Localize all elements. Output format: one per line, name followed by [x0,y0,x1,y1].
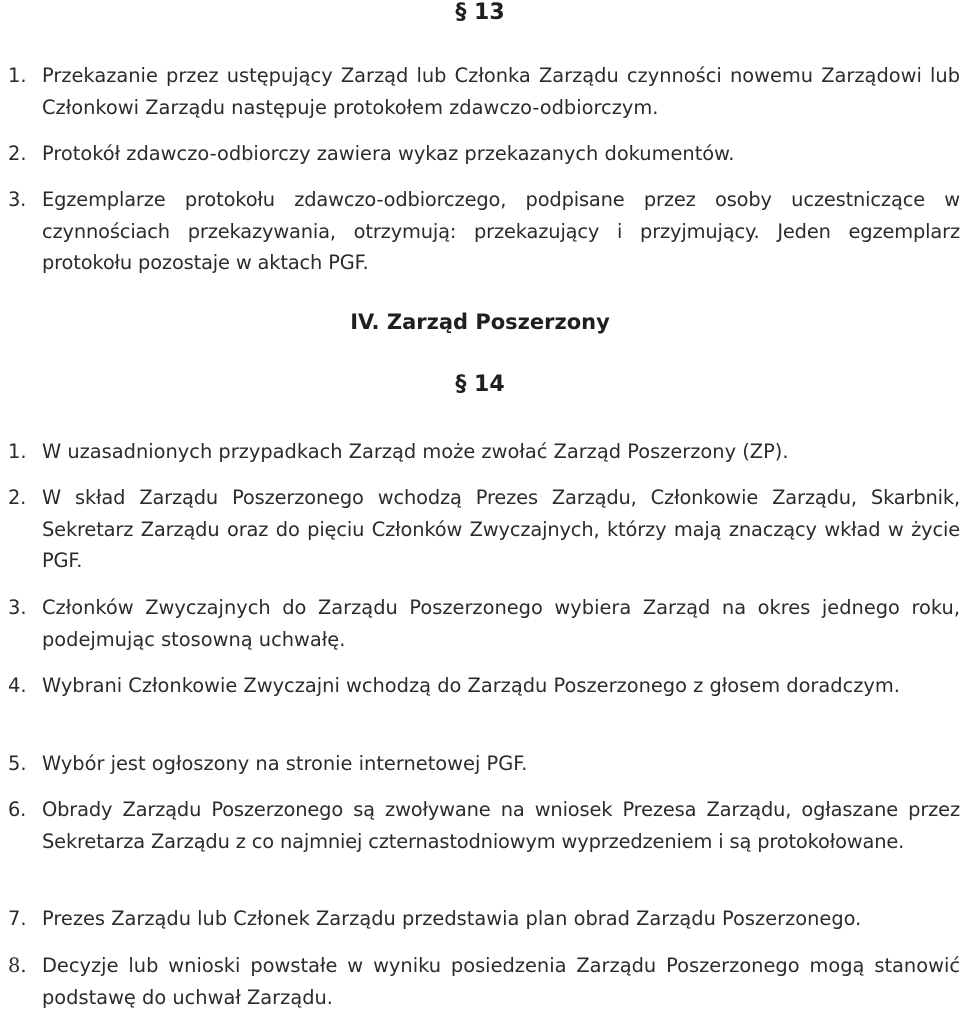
section-14-item-6 [8,794,960,857]
item-number: 5. [8,752,27,775]
item-number: 4. [8,674,27,697]
section-14-item-1 [8,436,960,468]
item-text: Obrady Zarządu Poszerzonego są zwoływane na wniosek Prezesa Zarządu, ogłaszane przez Sekretarza Zarządu z co najmniej czternastodniowym wyprzedzeniem i są protokołowane. [42,798,960,853]
item-text: Prezes Zarządu lub Członek Zarządu przedstawia plan obrad Zarządu Poszerzonego. [42,907,862,930]
item-text: W skład Zarządu Poszerzonego wchodzą Prezes Zarządu, Członkowie Zarządu, Skarbnik, Sekretarz Zarządu oraz do pięciu Członków Zwyczajnych, którzy mają znaczący wkład w życie PGF. [42,486,960,572]
item-text: Wybór jest ogłoszony na stronie internetowej PGF. [42,752,528,775]
section-14-heading: § 14 [455,372,505,397]
item-text: Przekazanie przez ustępujący Zarząd lub Członka Zarządu czynności nowemu Zarządowi lub Członkowi Zarządu następuje protokołem zdawczo-odbiorczym. [42,64,960,119]
item-number: 8. [8,954,27,977]
section-13-item-3 [8,184,960,279]
item-text: Decyzje lub wnioski powstałe w wyniku posiedzenia Zarządu Poszerzonego mogą stanowić podstawę do uchwał Zarządu. [42,954,960,1009]
item-number: 2. [8,142,27,165]
section-14-item-7 [8,903,960,935]
section-14-item-3 [8,592,960,655]
item-text: Wybrani Członkowie Zwyczajni wchodzą do Zarządu Poszerzonego z głosem doradczym. [42,674,900,697]
item-text: Egzemplarze protokołu zdawczo-odbiorczego, podpisane przez osoby uczestniczące w czynnościach przekazywania, otrzymują: przekazujący i przyjmujący. Jeden egzemplarz protokołu pozostaje w aktach PGF. [42,188,960,274]
item-number: 3. [8,596,27,619]
item-text: Protokół zdawczo-odbiorczy zawiera wykaz przekazanych dokumentów. [42,142,735,165]
item-number: 1. [8,64,27,87]
item-number: 2. [8,486,27,509]
section-14-item-2 [8,482,960,577]
item-number: 7. [8,907,27,930]
section-13-item-2 [8,138,960,170]
section-14-item-5 [8,748,960,780]
section-14-item-8 [8,950,960,1013]
item-number: 6. [8,798,27,821]
item-text: W uzasadnionych przypadkach Zarząd może zwołać Zarząd Poszerzony (ZP). [42,440,789,463]
item-text: Członków Zwyczajnych do Zarządu Poszerzonego wybiera Zarząd na okres jednego roku, podejmując stosowną uchwałę. [42,596,960,651]
section-13-heading: § 13 [455,0,505,25]
item-number: 3. [8,188,27,211]
item-number: 1. [8,440,27,463]
chapter-heading: IV. Zarząd Poszerzony [350,310,610,334]
section-13-item-1 [8,60,960,123]
section-14-item-4 [8,670,960,702]
